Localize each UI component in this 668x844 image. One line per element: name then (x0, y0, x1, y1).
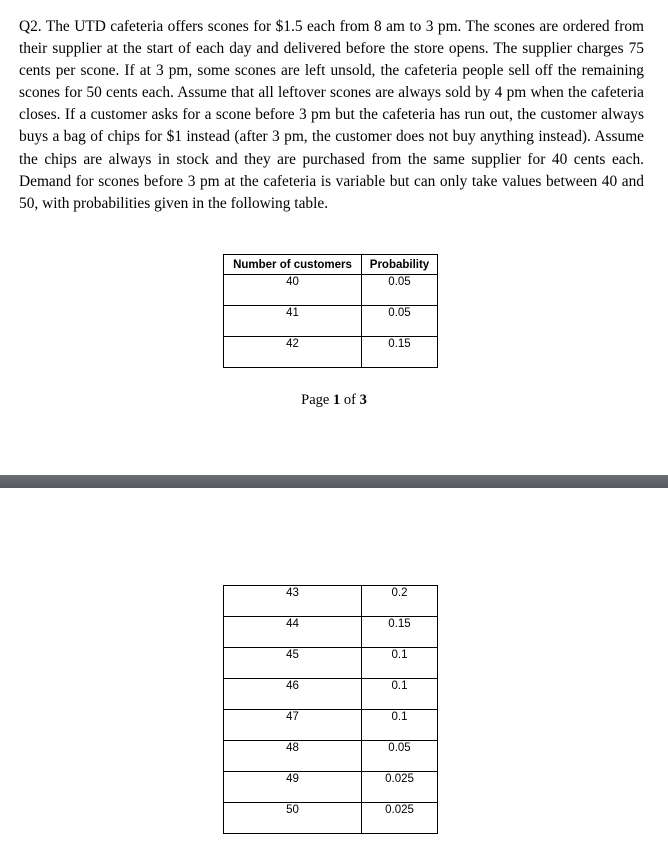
probability-cell: 0.025 (362, 772, 438, 803)
question-text: Q2. The UTD cafeteria offers scones for $1.5 each from 8 am to 3 pm. The scones are ordered from their supplier at the start of each day and delivered before the store opens. The supplier charges 75 cents per scone. If at 3 pm, some scones are left unsold, the cafeteria people sell off the remaining scones for 50 cents each. Assume that all leftover scones are always sold by 4 pm when the cafeteria closes. If a customer asks for a scone before 3 pm but the cafeteria has run out, the customer always buys a bag of chips for $1 instead (after 3 pm, the customer does not buy anything instead). Assume the chips are always in stock and they are purchased from the same supplier for 40 cents each. Demand for scones before 3 pm at the cafeteria is variable but can only take values between 40 and 50, with probabilities given in the following table. (19, 18, 644, 212)
probability-cell: 0.1 (362, 679, 438, 710)
header-probability: Probability (362, 255, 438, 275)
table-row (224, 648, 438, 679)
customers-cell: 49 (224, 772, 362, 803)
customers-cell: 43 (224, 586, 362, 617)
customers-cell: 45 (224, 648, 362, 679)
header-number-of-customers: Number of customers (224, 255, 362, 275)
footer-of-word: of (343, 392, 356, 408)
table-row (224, 306, 438, 337)
table-row (224, 337, 438, 368)
customers-cell: 48 (224, 741, 362, 772)
customers-cell: 44 (224, 617, 362, 648)
footer-page-word: Page (301, 392, 330, 408)
probability-cell: 0.1 (362, 710, 438, 741)
table-row (224, 679, 438, 710)
footer-page-number: 1 (332, 392, 341, 408)
table-row (224, 586, 438, 617)
probability-cell: 0.05 (362, 741, 438, 772)
footer-total-pages: 3 (359, 392, 367, 408)
page-footer (0, 392, 668, 409)
probability-table-part-2 (223, 585, 438, 834)
probability-cell: 0.15 (362, 337, 438, 368)
probability-cell: 0.2 (362, 586, 438, 617)
table-row (224, 803, 438, 834)
customers-cell: 40 (224, 275, 362, 306)
table-row (224, 710, 438, 741)
probability-cell: 0.05 (362, 306, 438, 337)
table-row (224, 275, 438, 306)
customers-cell: 47 (224, 710, 362, 741)
probability-cell: 0.15 (362, 617, 438, 648)
table-row (224, 772, 438, 803)
table-header-row (224, 255, 438, 275)
table-row (224, 617, 438, 648)
probability-cell: 0.05 (362, 275, 438, 306)
probability-table-part-1 (223, 254, 438, 368)
customers-cell: 41 (224, 306, 362, 337)
customers-cell: 50 (224, 803, 362, 834)
probability-cell: 0.025 (362, 803, 438, 834)
table-row (224, 741, 438, 772)
customers-cell: 46 (224, 679, 362, 710)
customers-cell: 42 (224, 337, 362, 368)
probability-cell: 0.1 (362, 648, 438, 679)
page-separator (0, 475, 668, 488)
